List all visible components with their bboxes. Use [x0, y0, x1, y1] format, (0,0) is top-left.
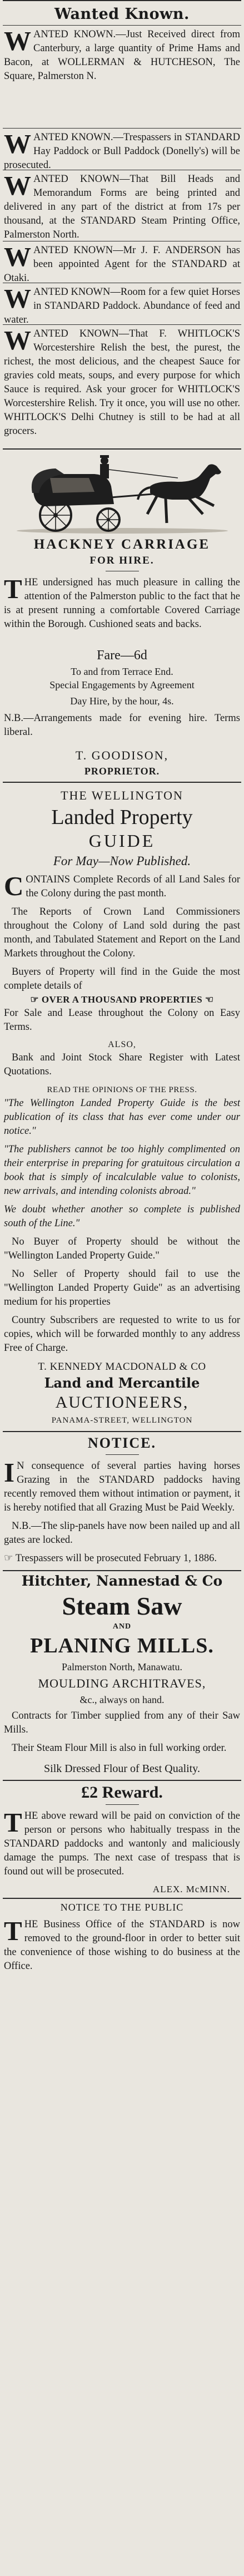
drop-cap: T	[4, 1807, 22, 1838]
guide-firm: T. KENNEDY MACDONALD & CO	[38, 1361, 206, 1373]
guide-land: Land and Mercantile	[44, 1375, 200, 1391]
guide-pre: THE WELLINGTON	[61, 788, 183, 802]
guide-title: Landed Property	[51, 806, 193, 829]
reward-title: £2 Reward.	[81, 1783, 163, 1802]
carriage-note: N.B.—Arrangements made for evening hire. Terms liberal.	[4, 713, 240, 738]
divider	[3, 782, 241, 783]
guide-returns: The Reports of Crown Land Commissioners throughout the Colony of Land sold during the past month, and Tabulated Statement and Report on the Land Markets throughout the Colony.	[4, 906, 240, 959]
divider	[106, 1454, 139, 1455]
guide-forsale: For Sale and Lease throughout the Colony on Easy Terms.	[4, 1008, 240, 1033]
guide-published: For May—Now Published.	[53, 854, 191, 868]
sawmill-and: AND	[112, 1622, 132, 1631]
fare-day: Day Hire, by the hour, 4s.	[70, 695, 174, 707]
drop-cap: W	[4, 241, 31, 272]
guide-address: PANAMA-STREET, WELLINGTON	[51, 1416, 193, 1425]
drop-cap: T	[4, 574, 22, 604]
ad-text: ANTED KNOWN.—Just Received direct from Canterbury, a large quantity of Prime Hams and Bacon, at WOLLERMAN & HUTCHESON, The Square, Palmerston N.	[4, 29, 240, 82]
pointing-hand-icon: ☞	[30, 994, 42, 1005]
ad-text: ANTED KNOWN—That Bill Heads and Memorandum Forms are being printed and delivered in any part of the district at from 17s per thousand, at the STANDARD Steam Printing Office, Palmerston North.	[4, 174, 240, 240]
drop-cap: W	[4, 283, 31, 314]
guide-quote-1: "The Wellington Landed Property Guide is the best publication of its class that has ever come under our notice."	[4, 1098, 240, 1137]
drop-cap: W	[4, 170, 31, 201]
sawmill-etc: &c., always on hand.	[79, 1694, 165, 1705]
over-text: OVER A THOUSAND PROPERTIES	[41, 994, 203, 1005]
wanted-ad	[3, 170, 241, 241]
guide-country: Country Subscribers are requested to write to us for copies, which will be forwarded monthly to any address Free of Charge.	[4, 1315, 240, 1354]
proprietor-role: PROPRIETOR.	[84, 766, 160, 777]
pointing-hand-icon: ☜	[202, 994, 214, 1005]
ad-text: HE above reward will be paid on conviction of the person or persons who habitually trespass in the STANDARD paddocks and wantonly and maliciously damage the pumps. The next case of trespass that is found out will be prosecuted.	[4, 1810, 240, 1877]
ad-text: HE undersigned has much pleasure in calling the attention of the Palmerston public to the fact that he is at present running a comfortable Covered Carriage within the Borough. Cushioned seats and backs.	[4, 577, 240, 630]
ad-text: N consequence of several parties having horses Grazing in the STANDARD paddocks having recently removed them without intimation or payment, it is hereby notified that all Grazing Must be Paid Weekly.	[4, 1460, 240, 1513]
wanted-ad	[3, 283, 241, 324]
drop-cap: W	[4, 325, 31, 356]
trespass-text: Trespassers will be prosecuted February 1, 1886.	[15, 1553, 217, 1564]
drop-cap: T	[4, 1916, 22, 1946]
guide-buyers: Buyers of Property will find in the Guide the most complete details of	[4, 966, 240, 991]
guide-contains	[3, 873, 241, 905]
sawmill-flour: Their Steam Flour Mill is also in full working order.	[12, 1743, 227, 1754]
divider	[3, 448, 241, 450]
sawmill-title-2: PLANING MILLS.	[30, 1634, 214, 1657]
guide-auctioneers: AUCTIONEERS,	[55, 1393, 189, 1412]
sawmill-title: Steam Saw	[62, 1592, 182, 1620]
carriage-title: HACKNEY CARRIAGE	[33, 537, 211, 552]
sawmill-place: Palmerston North, Manawatu.	[62, 1661, 182, 1672]
guide-title-2: GUIDE	[88, 831, 156, 851]
wanted-ad	[3, 26, 241, 128]
guide-quote-2: "The publishers cannot be too highly complimented on their enterprise in preparing for gratuitous circulation a book that is simply of incalculable value to colonists, new arrivals, and intending colonists abroad."	[4, 1144, 240, 1197]
reward-signature: ALEX. McMINN.	[152, 1884, 230, 1894]
guide-bank: Bank and Joint Stock Share Register with Latest Quotations.	[4, 1052, 240, 1077]
ad-text: HE Business Office of the STANDARD is now removed to the ground-floor in order to better suit the convenience of those wishing to do business at the Office.	[4, 1919, 240, 1972]
sawmill-silk: Silk Dressed Flour of Best Quality.	[44, 1763, 200, 1775]
guide-read: READ THE OPINIONS OF THE PRESS.	[47, 1085, 197, 1094]
notice-body	[3, 1457, 241, 1519]
sawmill-firm: Hitchter, Nannestad & Co	[21, 1573, 223, 1589]
ad-text: ANTED KNOWN.—Trespassers in STANDARD Hay Paddock or Bull Paddock (Donelly's) will be prosecuted.	[4, 132, 240, 171]
sawmill-contracts: Contracts for Timber supplied from any of their Saw Mills.	[4, 1710, 240, 1735]
drop-cap: C	[4, 871, 24, 901]
proprietor-name: T. GOODISON,	[75, 748, 169, 762]
ad-text: ANTED KNOWN—Room for a few quiet Horses in STANDARD Paddock. Abundance of feed and water.	[4, 287, 240, 325]
guide-nobuyer: No Buyer of Property should be without the "Wellington Landed Property Guide."	[4, 1236, 240, 1261]
wanted-header: Wanted Known.	[54, 6, 190, 23]
notice-title: NOTICE.	[87, 1435, 157, 1451]
wanted-ad	[3, 325, 241, 448]
drop-cap: W	[4, 129, 31, 159]
wanted-ad	[3, 241, 241, 283]
notice-nb: N.B.—The slip-panels have now been nailed up and all gates are locked.	[4, 1521, 240, 1546]
drop-cap: W	[4, 26, 31, 56]
horse-carriage-illustration	[11, 453, 233, 536]
drop-cap: I	[4, 1457, 15, 1488]
fare-route: To and from Terrace End.	[71, 666, 173, 677]
guide-over	[3, 993, 241, 1006]
carriage-intro	[3, 574, 241, 646]
fare: Fare—6d	[97, 648, 147, 663]
carriage-subtitle: FOR HIRE.	[89, 555, 155, 566]
pointing-hand-icon: ☞	[4, 1553, 16, 1564]
ad-text: ONTAINS Complete Records of all Land Sales for the Colony during the past month.	[26, 874, 240, 899]
sawmill-moulding: MOULDING ARCHITRAVES,	[38, 1676, 206, 1690]
public-title: NOTICE TO THE PUBLIC	[60, 1902, 184, 1913]
guide-also: ALSO,	[108, 1040, 136, 1049]
reward-body	[3, 1807, 241, 1883]
divider	[106, 1804, 139, 1805]
ad-text: ANTED KNOWN—Mr J. F. ANDERSON has been appointed Agent for the STANDARD at Otaki.	[4, 245, 240, 284]
guide-doubt: We doubt whether another so complete is published south of the Line."	[4, 1204, 240, 1229]
ad-text: ANTED KNOWN—That F. WHITLOCK'S Worcestershire Relish the best, the purest, the richest, the most delicious, and the cheapest Sauce for gravies cold meats, soups, and every purpose for which Sauce is required. Ask your grocer for WHITLOCK'S Worcestershire Relish. Try it once, you will use no other. WHITLOCK'S Delhi Chutney is still to be had at all grocers.	[4, 328, 240, 437]
notice-trespass	[3, 1552, 241, 1570]
wanted-ad	[3, 129, 241, 170]
guide-noseller: No Seller of Property should fail to use the "Wellington Landed Property Guide" as an advertising medium for his properties	[4, 1269, 240, 1307]
public-body	[3, 1916, 241, 1978]
fare-special: Special Engagements by Agreement	[49, 679, 195, 690]
